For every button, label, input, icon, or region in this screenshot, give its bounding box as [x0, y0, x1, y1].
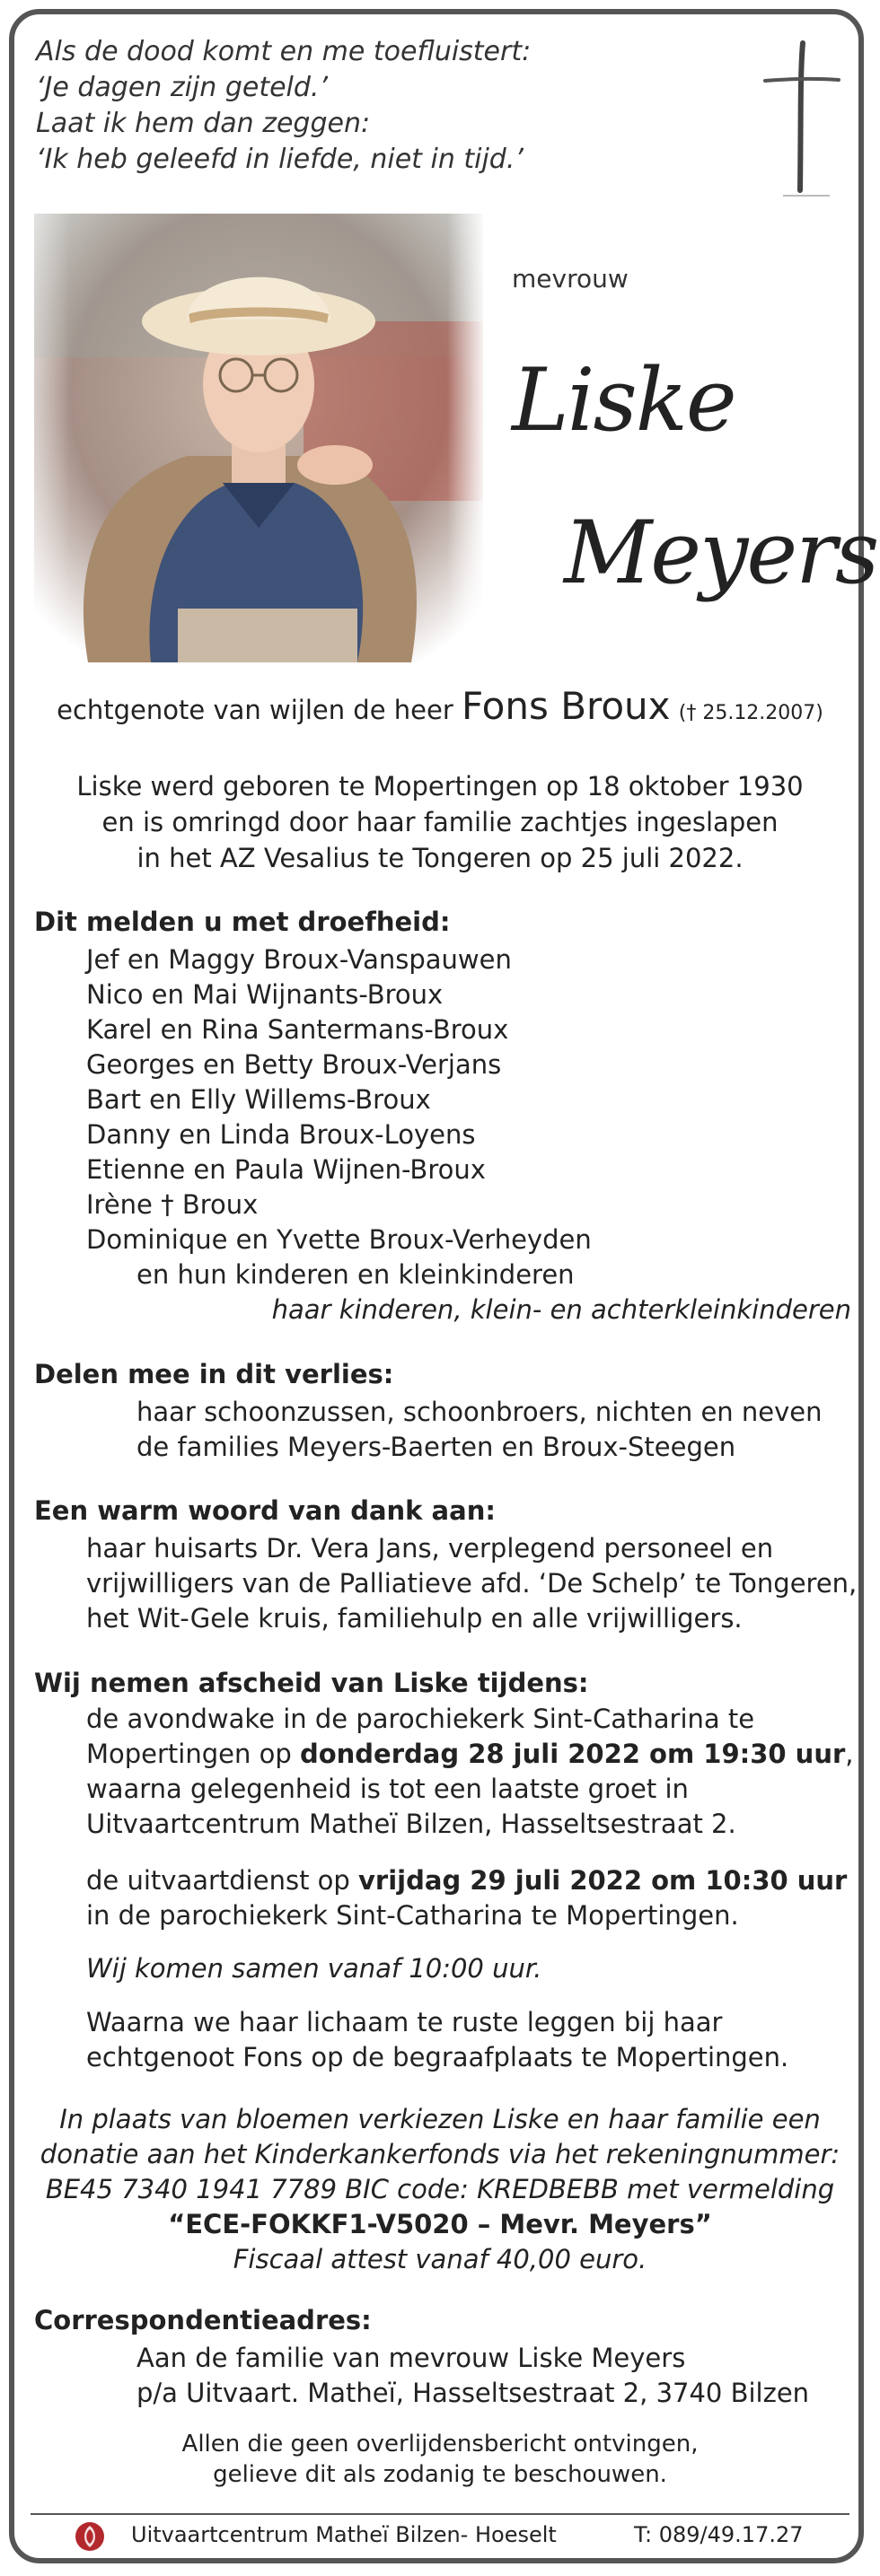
footer-divider: [31, 2513, 849, 2515]
poem-line: Laat ik hem dan zeggen:: [36, 108, 371, 139]
thanks-line: het Wit-Gele kruis, familiehulp en alle vrijwilligers.: [86, 1603, 743, 1634]
donation-reference: “ECE-FOKKF1-V5020 – Mevr. Meyers”: [168, 2209, 712, 2239]
donation-line: donatie aan het Kinderkankerfonds via het rekeningnummer:: [40, 2139, 840, 2169]
wake-line: Uitvaartcentrum Matheï Bilzen, Hasseltsestraat 2.: [86, 1809, 736, 1839]
burial-line: echtgenoot Fons op de begraafplaats te Mopertingen.: [86, 2042, 789, 2072]
funeral-line: [86, 1863, 847, 1898]
thanks-line: haar huisarts Dr. Vera Jans, verplegend personeel en: [86, 1533, 774, 1564]
address-line: p/a Uitvaart. Matheï, Hasseltsestraat 2, 3740 Bilzen: [136, 2378, 810, 2408]
correspondence-address: [136, 2341, 809, 2411]
funeral-line: in de parochiekerk Sint-Catharina te Mopertingen.: [86, 1900, 739, 1931]
birth-line: Liske werd geboren te Mopertingen op 18 oktober 1930: [76, 771, 804, 802]
thanks-lines: [86, 1531, 857, 1636]
funeral-paragraph: [86, 1863, 847, 1933]
farewell-heading: Wij nemen afscheid van Liske tijdens:: [34, 1668, 589, 1698]
poem-line: Als de dood komt en me toefluistert:: [36, 36, 532, 67]
family-list: [86, 942, 592, 1257]
wake-text: Mopertingen op: [86, 1739, 300, 1769]
spouse-name: Fons Broux: [461, 684, 671, 728]
notice-line: Allen die geen overlijdensbericht ontvingen,: [181, 2431, 699, 2458]
portrait-photo: [34, 214, 483, 662]
wake-line: de avondwake in de parochiekerk Sint-Catharina te: [86, 1704, 755, 1734]
poem-line: ‘Je dagen zijn geteld.’: [36, 72, 328, 103]
salutation: mevrouw: [512, 264, 629, 294]
notice: [0, 2429, 880, 2490]
birth-line: in het AZ Vesalius te Tongeren op 25 juli 2022.: [136, 843, 744, 873]
funeral-home-logo-icon: [74, 2520, 106, 2553]
thanks-heading: Een warm woord van dank aan:: [34, 1495, 496, 1526]
share-line: de families Meyers-Baerten en Broux-Steegen: [136, 1432, 736, 1462]
family-member: Jef en Maggy Broux-Vanspauwen: [86, 944, 512, 975]
wake-text: ,: [845, 1739, 854, 1769]
cross-icon: [756, 38, 846, 199]
thanks-line: vrijwilligers van de Palliatieve afd. ‘De Schelp’ te Tongeren,: [86, 1568, 858, 1599]
funeral-datetime: vrijdag 29 juli 2022 om 10:30 uur: [358, 1865, 848, 1896]
notice-line: gelieve dit als zodanig te beschouwen.: [213, 2461, 667, 2488]
address-line: Aan de familie van mevrouw Liske Meyers: [136, 2343, 686, 2373]
wake-paragraph: [86, 1702, 854, 1842]
donation-paragraph: [0, 2102, 880, 2277]
birth-paragraph: [0, 768, 880, 876]
family-member: Karel en Rina Santermans-Broux: [86, 1014, 509, 1045]
spouse-prefix: echtgenote van wijlen de heer: [57, 695, 453, 725]
first-name: Liske: [512, 350, 735, 451]
last-name: Meyers: [564, 503, 878, 603]
family-member: Irène † Broux: [86, 1189, 259, 1220]
family-closing: haar kinderen, klein- en achterkleinkinderen: [271, 1294, 851, 1325]
footer-phone: T: 089/49.17.27: [634, 2522, 804, 2547]
wake-line: waarna gelegenheid is tot een laatste groet in: [86, 1774, 689, 1804]
family-heading: Dit melden u met droefheid:: [34, 907, 451, 937]
share-heading: Delen mee in dit verlies:: [34, 1359, 394, 1389]
family-member: Bart en Elly Willems-Broux: [86, 1084, 431, 1115]
burial-paragraph: [86, 2005, 788, 2075]
correspondence-heading: Correspondentieadres:: [34, 2305, 372, 2335]
family-member: Nico en Mai Wijnants-Broux: [86, 979, 444, 1010]
donation-line: In plaats van bloemen verkiezen Liske en haar familie een: [59, 2104, 821, 2134]
wake-datetime: donderdag 28 juli 2022 om 19:30 uur: [299, 1739, 846, 1769]
poem: [36, 34, 531, 178]
funeral-text: de uitvaartdienst op: [86, 1865, 359, 1896]
family-member: Georges en Betty Broux-Verjans: [86, 1049, 502, 1080]
family-sub: en hun kinderen en kleinkinderen: [136, 1259, 575, 1290]
gather-line: Wij komen samen vanaf 10:00 uur.: [86, 1953, 542, 1984]
poem-line: ‘Ik heb geleefd in liefde, niet in tijd.’: [36, 144, 524, 175]
family-member: Danny en Linda Broux-Loyens: [86, 1119, 476, 1150]
share-line: haar schoonzussen, schoonbroers, nichten en neven: [136, 1397, 823, 1427]
birth-line: en is omringd door haar familie zachtjes ingeslapen: [101, 807, 779, 837]
donation-line: BE45 7340 1941 7789 BIC code: KREDBEBB met vermelding: [45, 2174, 835, 2204]
spouse-date: († 25.12.2007): [678, 702, 823, 724]
spouse-line: [0, 684, 880, 728]
family-member: Etienne en Paula Wijnen-Broux: [86, 1154, 486, 1185]
donation-tax: Fiscaal attest vanaf 40,00 euro.: [233, 2244, 647, 2274]
share-lines: [136, 1395, 823, 1465]
family-member: Dominique en Yvette Broux-Verheyden: [86, 1224, 592, 1255]
wake-line: [86, 1737, 854, 1772]
footer-company: Uitvaartcentrum Matheï Bilzen- Hoeselt: [131, 2522, 557, 2547]
burial-line: Waarna we haar lichaam te ruste leggen bij haar: [86, 2007, 723, 2037]
